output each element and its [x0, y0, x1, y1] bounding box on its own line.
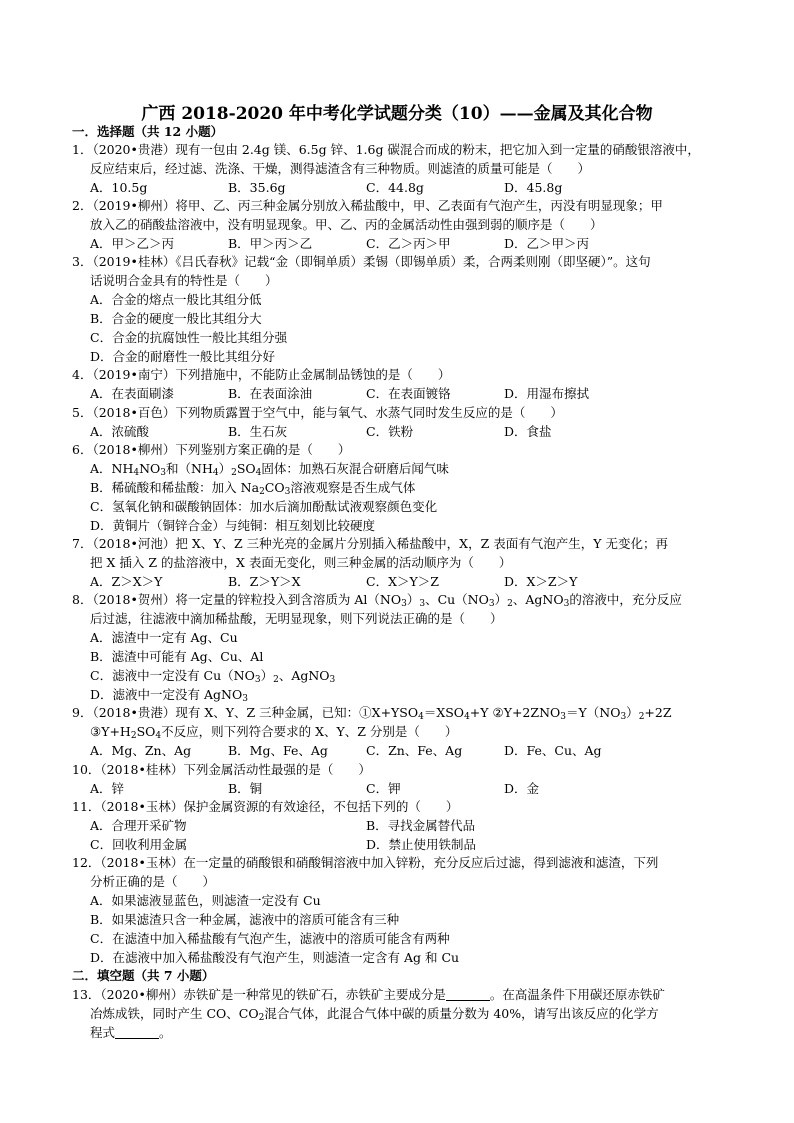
- question-text: 7．（2018•河池）把 X、Y、Z 三种光亮的金属片分别插入稀盐酸中，X，Z 表面有气泡产生，Y 无变化；再: [72, 536, 668, 551]
- question-text: 5．（2018•百色）下列物质露置于空气中，能与氧气、水蒸气同时发生反应的是（ ）: [72, 405, 563, 420]
- option-a: A．Z＞X＞Y: [90, 574, 163, 589]
- question-3: [72, 252, 732, 290]
- option-d: D．X＞Z＞Y: [504, 574, 578, 589]
- question-text: 9．（2018•贵港）现有 X、Y、Z 三种金属，已知：$①X+YSO_4=XSO_4+Y$ $②Y+2ZNO_3=Y(NO_3)_2+2Z$: [72, 705, 672, 722]
- option-a: A．在表面刷漆: [90, 386, 175, 401]
- option-a: A．甲＞乙＞丙: [90, 236, 175, 251]
- options-list: [90, 628, 335, 704]
- option-a: A．合金的熔点一般比其组分低: [90, 292, 262, 307]
- question-text: 话说明合金具有的特性是（ ）: [90, 273, 278, 288]
- option-a: A．滤渣中一定有 Ag、Cu: [90, 630, 238, 645]
- option-d: D．黄铜片（铜锌合金）与纯铜：相互刻划比较硬度: [90, 518, 376, 533]
- option-b: B．Mg、Fe、Ag: [228, 743, 328, 758]
- option-b: B．35.6g: [228, 180, 286, 195]
- option-b: B．稀硫酸和稀盐酸：加入 $Na_2CO_3$溶液观察是否生成气体: [90, 480, 416, 497]
- option-b: B．生石灰: [228, 424, 288, 439]
- option-c: C．X＞Y＞Z: [366, 574, 439, 589]
- option-d: D．合金的耐磨性一般比其组分好: [90, 349, 276, 364]
- page-title: 广西 2018-2020 年中考化学试题分类（10）——金属及其化合物: [141, 104, 653, 124]
- question-text: 2．（2019•柳州）将甲、乙、丙三种金属分别放入稀盐酸中，甲、乙表面有气泡产生，丙没有明显现象；甲: [72, 198, 663, 213]
- option-d: D．禁止使用铁制品: [366, 837, 477, 852]
- option-b: B．Z＞Y＞X: [228, 574, 301, 589]
- option-c: C．滤液中一定没有 $Cu(NO_3)_2$、AgNO$_3$: [90, 668, 336, 685]
- question-text: 13．（2020•柳州）赤铁矿是一种常见的铁矿石，赤铁矿主要成分是 。在高温条件下用碳还原赤铁矿: [72, 987, 665, 1002]
- question-13: [72, 985, 732, 1042]
- option-d: D．用湿布擦拭: [504, 386, 590, 401]
- question-8: [72, 590, 732, 628]
- option-c: C．回收利用金属: [90, 837, 188, 852]
- question-10: [72, 760, 732, 779]
- question-1: [72, 140, 732, 178]
- option-b: B．寻找金属替代品: [366, 818, 476, 833]
- question-text: 反应结束后，经过滤、洗涤、干燥，测得滤渣含有三种物质。则滤渣的质量可能是（ ）: [90, 161, 591, 176]
- question-text: 12．（2018•玉林）在一定量的硝酸银和硝酸铜溶液中加入锌粉，充分反应后过滤，得到滤液和滤渣，下列: [72, 855, 659, 870]
- options-list: [90, 891, 459, 967]
- option-c: C．氢氧化钠和碳酸钠固体：加水后滴加酚酞试液观察颜色变化: [90, 499, 438, 514]
- option-d: D．45.8g: [504, 180, 563, 195]
- option-b: B．甲＞丙＞乙: [228, 236, 313, 251]
- option-d: D．在滤液中加入稀盐酸没有气泡产生，则滤渣一定含有 Ag 和 Cu: [90, 950, 460, 965]
- option-c: C．在表面镀铬: [366, 386, 451, 401]
- question-text: 放入乙的硝酸盐溶液中，没有明显现象。甲、乙、丙的金属活动性由强到弱的顺序是（ ）: [90, 217, 603, 232]
- option-c: C．乙＞丙＞甲: [366, 236, 451, 251]
- question-2: [72, 196, 732, 234]
- option-d: D．金: [504, 781, 540, 796]
- option-a: A．合理开采矿物: [90, 818, 187, 833]
- option-c: C．合金的抗腐蚀性一般比其组分强: [90, 330, 288, 345]
- option-a: A．$NH_4NO_3$和$(NH_4)_2SO_4$固体：加熟石灰混合研磨后闻气味: [90, 461, 449, 478]
- option-b: B．合金的硬度一般比其组分大: [90, 311, 262, 326]
- option-b: B．滤渣中可能有 Ag、Cu、Al: [90, 649, 264, 664]
- answer-blank[interactable]: [446, 988, 490, 1001]
- question-text: 10．（2018•桂林）下列金属活动性最强的是（ ）: [72, 762, 371, 777]
- question-text: $③Y+H_2SO_4$不反应，则下列符合要求的 X、Y、Z 分别是（ ）: [90, 724, 458, 741]
- option-d: D．乙＞甲＞丙: [504, 236, 590, 251]
- question-text: 1．（2020•贵港）现有一包由 2.4g 镁、6.5g 锌、1.6g 碳混合而成的粉末，把它加入到一定量的硝酸银溶液中，: [72, 142, 700, 157]
- question-12: [72, 853, 732, 891]
- question-text: 把 X 插入 Z 的盐溶液中，X 表面无变化，则三种金属的活动顺序为（ ）: [90, 555, 512, 570]
- question-text: 3．（2019•桂林）《吕氏春秋》记载“金（即铜单质）柔锡（即锡单质）柔，合两柔则刚（即坚硬）”。这句: [72, 254, 651, 269]
- question-text: 分析正确的是（ ）: [90, 874, 216, 889]
- question-text: 4．（2019•南宁）下列措施中，不能防止金属制品锈蚀的是（ ）: [72, 367, 451, 382]
- option-d: D．滤液中一定没有 AgNO$_3$: [90, 687, 248, 704]
- options-list: [90, 290, 287, 366]
- option-b: B．铜: [228, 781, 263, 796]
- question-text: 6．（2018•柳州）下列鉴别方案正确的是（ ）: [72, 442, 351, 457]
- option-a: A．锌: [90, 781, 125, 796]
- question-text: 后过滤，往滤液中滴加稀盐酸，无明显现象，则下列说法正确的是（ ）: [90, 611, 503, 626]
- answer-blank[interactable]: [115, 1026, 159, 1039]
- question-text: 8．（2018•贺州）将一定量的锌粒投入到含溶质为 $Al(NO_3)_3$、$Cu(NO_3)_2$、AgNO$_3$的溶液中，充分反应: [72, 592, 682, 609]
- question-text: 程式 。: [90, 1025, 172, 1040]
- option-d: D．Fe、Cu、Ag: [504, 743, 602, 758]
- question-text: 冶炼成铁，同时产生 CO、$CO_2$混合气体，此混合气体中碳的质量分数为 40%，请写出该反应的化学方: [90, 1006, 659, 1023]
- question-5: [72, 403, 732, 422]
- question-9: [72, 703, 732, 741]
- option-c: C．铁粉: [366, 424, 414, 439]
- question-6: [72, 440, 732, 459]
- option-c: C．在滤渣中加入稀盐酸有气泡产生，滤液中的溶质可能含有两种: [90, 931, 450, 946]
- option-a: A．Mg、Zn、Ag: [90, 743, 192, 758]
- question-text: 11．（2018•玉林）保护金属资源的有效途径，不包括下列的（ ）: [72, 799, 459, 814]
- option-a: A．10.5g: [90, 180, 148, 195]
- option-c: C．44.8g: [366, 180, 424, 195]
- section-heading-choice: 一．选择题（共 12 小题）: [72, 124, 224, 139]
- question-4: [72, 365, 732, 384]
- section-heading-fill: 二．填空题（共 7 小题）: [72, 968, 215, 983]
- option-c: C．钾: [366, 781, 401, 796]
- question-7: [72, 534, 732, 572]
- option-b: B．在表面涂油: [228, 386, 313, 401]
- option-c: C．Zn、Fe、Ag: [366, 743, 463, 758]
- option-a: A．如果滤液显蓝色，则滤渣一定没有 Cu: [90, 893, 321, 908]
- options-list: [90, 459, 449, 535]
- question-11: [72, 797, 732, 816]
- option-b: B．如果滤渣只含一种金属，滤液中的溶质可能含有三种: [90, 912, 400, 927]
- option-d: D．食盐: [504, 424, 552, 439]
- option-a: A．浓硫酸: [90, 424, 150, 439]
